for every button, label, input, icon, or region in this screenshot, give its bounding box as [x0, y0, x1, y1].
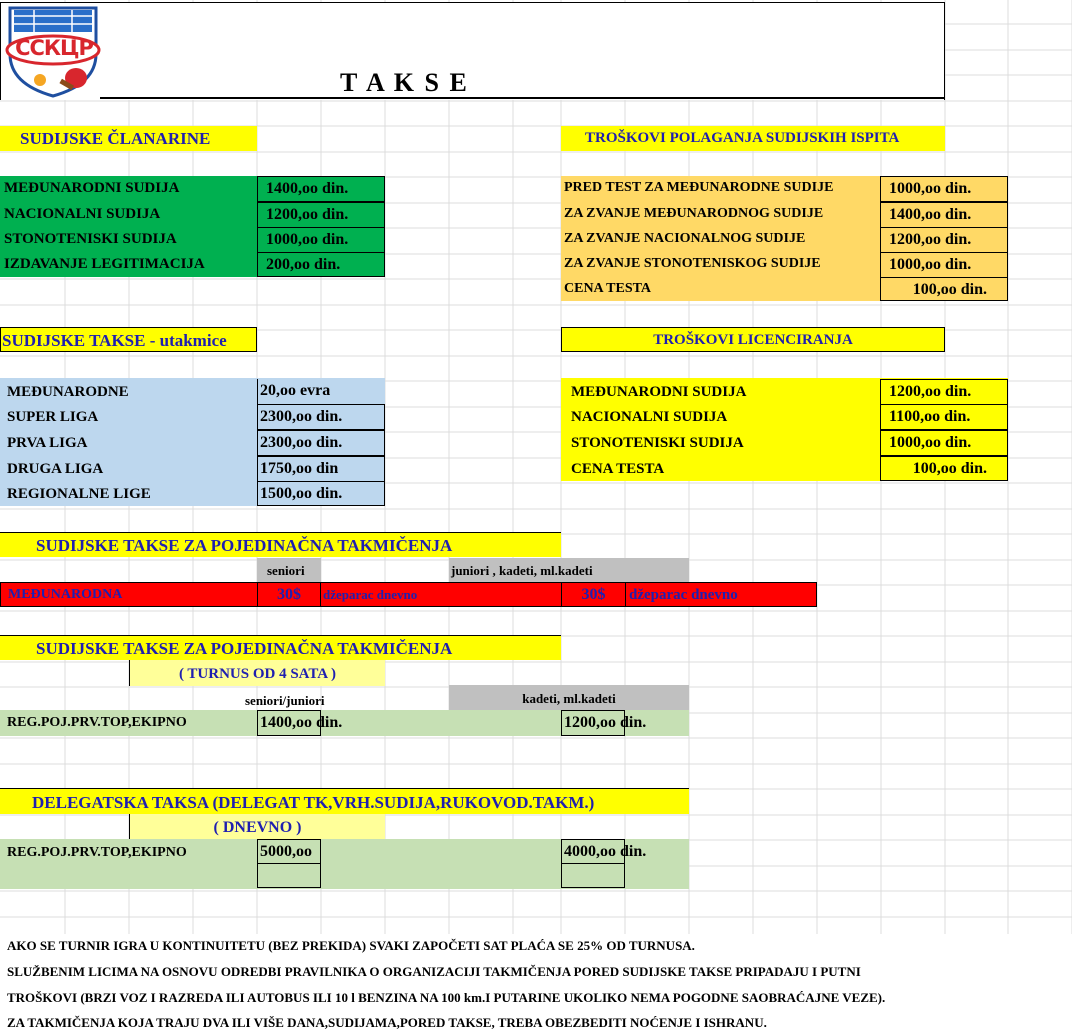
row-label: MEĐUNARODNI SUDIJA	[4, 180, 180, 196]
utakmice-heading: SUDIJSKE TAKSE - utakmice	[0, 327, 257, 352]
row-label: ZA ZVANJE NACIONALNOG SUDIJE	[564, 231, 806, 246]
row-value: 1000,oo din.	[880, 176, 1008, 202]
row-label: PRVA LIGA	[7, 435, 88, 451]
row-label: MEĐUNARODNI SUDIJA	[571, 384, 747, 400]
row-label: IZDAVANJE LEGITIMACIJA	[4, 256, 205, 272]
row-note-juniori: džeparac dnevno	[629, 587, 738, 603]
empty-cell	[561, 863, 625, 888]
row-label: SUPER LIGA	[7, 409, 99, 425]
row-label: REG.POJ.PRV.TOP,EKIPNO	[7, 715, 187, 730]
row-value: 100,oo din.	[880, 277, 1008, 301]
delegatska-row	[0, 839, 689, 889]
pojedinacna1-col2: juniori , kadeti, ml.kadeti	[449, 558, 689, 582]
row-label: DRUGA LIGA	[7, 461, 104, 477]
row-label: MEĐUNARODNA	[8, 587, 123, 602]
pojedinacna2-col2: kadeti, ml.kadeti	[449, 685, 689, 710]
row-label: MEĐUNARODNE	[7, 384, 129, 400]
row-value: 100,oo din.	[880, 456, 1008, 481]
pojedinacna1-col1: seniori	[257, 558, 321, 582]
row-note-seniori: džeparac dnevno	[323, 587, 418, 602]
note-line: TROŠKOVI (BRZI VOZ I RAZREDA ILI AUTOBUS ILI 10 l BENZINA NA 100 km.I PUTARINE UKOLIKO NEMA POGODNE SAOBRAĆAJNE VEZE).	[7, 990, 886, 1005]
row-value: 1750,oo din	[257, 456, 385, 482]
row-label: REG.POJ.PRV.TOP,EKIPNO	[7, 845, 187, 860]
note-line: SLUŽBENIM LICIMA NA OSNOVU ODREDBI PRAVILNIKA O ORGANIZACIJI TAKMIČENJA PORED SUDIJSKE TAKSE PRIPADAJU I PUTNI	[7, 964, 861, 979]
row-value: 1400,oo din.	[257, 176, 385, 202]
row-value-1: 5000,oo	[257, 839, 321, 864]
row-value-2: 4000,oo din.	[561, 839, 625, 864]
row-value: 1200,oo din.	[880, 227, 1008, 253]
row-label: NACIONALNI SUDIJA	[571, 409, 728, 425]
delegatska-sub: ( DNEVNO )	[129, 814, 385, 840]
row-value: 1200,oo din.	[257, 202, 385, 228]
row-value: 1000,oo din.	[257, 227, 385, 253]
row-value: 2300,oo din.	[257, 404, 385, 430]
row-label: ZA ZVANJE MEĐUNARODNOG SUDIJE	[564, 206, 824, 221]
row-value: 1200,oo din.	[880, 379, 1008, 405]
note-line: AKO SE TURNIR IGRA U KONTINUITETU (BEZ PREKIDA) SVAKI ZAPOČETI SAT PLAĆA SE 25% OD TURNUSA.	[7, 938, 695, 953]
ispiti-heading: TROŠKOVI POLAGANJA SUDIJSKIH ISPITA	[561, 126, 945, 151]
row-value-seniori: 1400,oo din.	[257, 710, 321, 736]
logo	[4, 4, 102, 98]
pojedinacna2-col1: seniori/juniori	[245, 693, 325, 708]
row-value: 200,oo din.	[257, 252, 385, 277]
row-value-juniori: 30$	[561, 582, 626, 607]
row-value-kadeti: 1200,oo din.	[561, 710, 625, 736]
row-label: ZA ZVANJE STONOTENISKOG SUDIJE	[564, 256, 821, 271]
row-label: CENA TESTA	[571, 461, 665, 477]
row-label: PRED TEST ZA MEĐUNARODNE SUDIJE	[564, 180, 834, 195]
pojedinacna1-row	[0, 582, 817, 607]
row-value: 1000,oo din.	[880, 430, 1008, 456]
logo-text: ССКЦР	[15, 36, 93, 60]
delegatska-heading: DELEGATSKA TAKSA (DELEGAT TK,VRH.SUDIJA,RUKOVOD.TAKM.)	[0, 788, 689, 814]
row-value: 2300,oo din.	[257, 430, 385, 456]
pojedinacna2-row	[0, 710, 689, 736]
row-value: 1500,oo din.	[257, 481, 385, 506]
row-value: 20,oo evra	[257, 379, 385, 405]
row-value-seniori: 30$	[257, 582, 321, 607]
row-label: CENA TESTA	[564, 281, 652, 296]
row-label: REGIONALNE LIGE	[7, 486, 151, 502]
clanarine-heading: SUDIJSKE ČLANARINE	[0, 126, 257, 151]
row-label: NACIONALNI SUDIJA	[4, 206, 161, 222]
row-value: 1100,oo din.	[880, 404, 1008, 430]
pojedinacna2-sub: ( TURNUS OD 4 SATA )	[129, 660, 385, 686]
empty-cell	[257, 863, 321, 888]
notes-block	[0, 934, 1072, 1035]
page-title: T A K S E	[340, 68, 469, 97]
pojedinacna1-heading: SUDIJSKE TAKSE ZA POJEDINAČNA TAKMIČENJA	[0, 532, 561, 557]
row-label: STONOTENISKI SUDIJA	[571, 435, 744, 451]
pojedinacna2-heading: SUDIJSKE TAKSE ZA POJEDINAČNA TAKMIČENJA	[0, 635, 561, 660]
row-label: STONOTENISKI SUDIJA	[4, 231, 177, 247]
row-value: 1400,oo din.	[880, 202, 1008, 228]
row-value: 1000,oo din.	[880, 252, 1008, 278]
title-frame	[0, 2, 945, 100]
note-line: ZA TAKMIČENJA KOJA TRAJU DVA ILI VIŠE DANA,SUDIJAMA,PORED TAKSE, TREBA OBEZBEDITI NOĆENJE I ISHRANU.	[7, 1015, 767, 1030]
title-underline	[100, 97, 945, 99]
licenciranje-heading: TROŠKOVI LICENCIRANJA	[561, 327, 945, 352]
